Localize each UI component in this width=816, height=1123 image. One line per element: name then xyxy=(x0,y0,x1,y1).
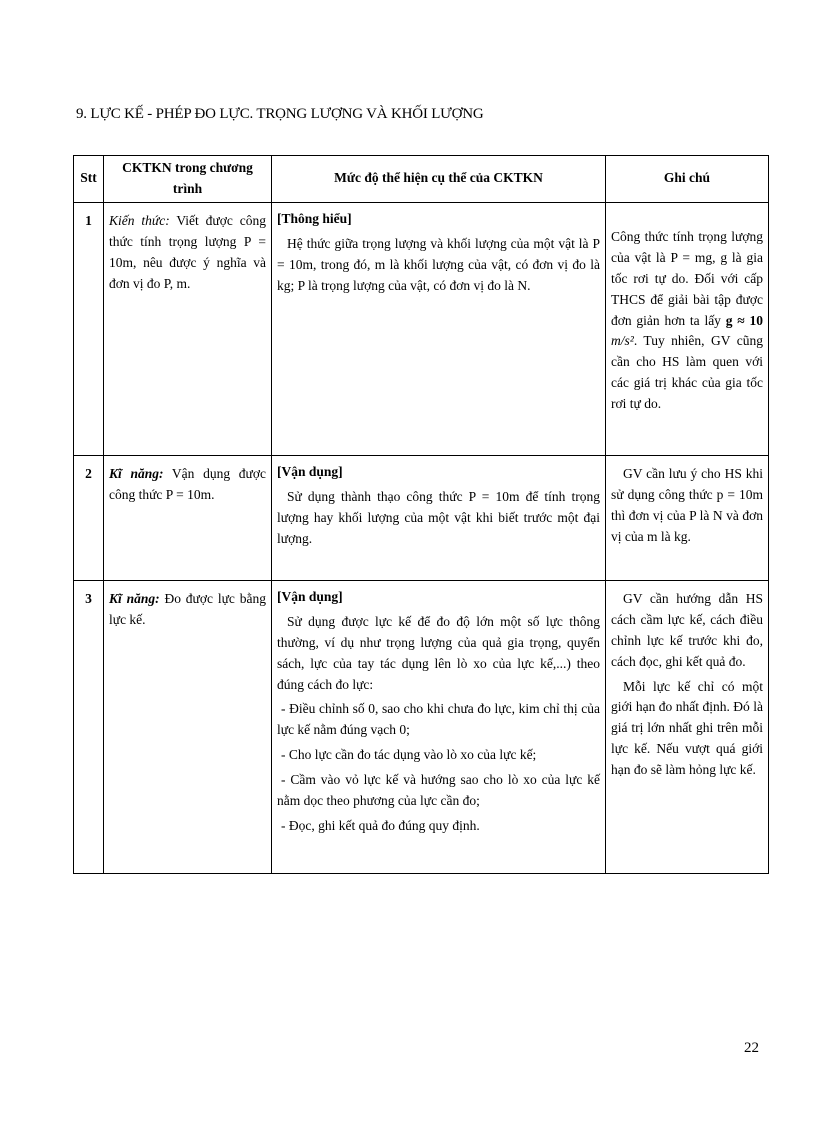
table-row xyxy=(74,455,769,580)
level-bullet: - Đọc, ghi kết quả đo đúng quy định. xyxy=(281,818,480,834)
cktkn-table xyxy=(73,155,769,874)
level-bullet: - Cầm vào vỏ lực kế và hướng sao cho lò xo của lực kế nằm dọc theo phương của lực cần đo; xyxy=(277,772,600,809)
row-kind: Kiến thức: xyxy=(109,212,170,228)
table-header-row xyxy=(74,156,769,203)
level-detail: Hệ thức giữa trọng lượng và khối lượng của một vật là P = 10m, trong đó, m là khối lượng của vật, có đơn vị đo là kg; P là trọng lượng của vật, có đơn vị đo là N. xyxy=(277,235,600,293)
row-ckt xyxy=(104,580,272,873)
row-stt: 2 xyxy=(74,455,104,580)
row-note xyxy=(606,455,769,580)
header-ckt: CKTKN trong chương trình xyxy=(104,156,272,203)
row-note xyxy=(606,580,769,873)
level-tag: [Vận dụng] xyxy=(277,588,343,604)
level-tag: [Thông hiểu] xyxy=(277,210,352,226)
row-ckt xyxy=(104,202,272,455)
row-ckt xyxy=(104,455,272,580)
section-title: 9. LỰC KẾ - PHÉP ĐO LỰC. TRỌNG LƯỢNG VÀ KHỐI LƯỢNG xyxy=(76,106,484,122)
header-level: Mức độ thể hiện cụ thể của CKTKN xyxy=(272,156,606,203)
header-stt: Stt xyxy=(74,156,104,203)
row-note xyxy=(606,202,769,455)
level-tag: [Vận dụng] xyxy=(277,463,343,479)
header-note: Ghi chú xyxy=(606,156,769,203)
row-ckt-content: Viết được công thức tính trọng lượng P = 10m, nêu được ý nghĩa và đơn vị đo P, m. xyxy=(109,212,266,291)
note-text: GV cần hướng dẫn HS cách cầm lực kế, cách điều chỉnh lực kế trước khi đo, cách đọc, ghi kết quả đo. xyxy=(611,590,763,669)
row-level xyxy=(272,202,606,455)
level-detail: Sử dụng thành thạo công thức P = 10m để tính trọng lượng hay khối lượng của một vật khi biết trước một đại lượng. xyxy=(277,488,600,546)
note-unit: m/s² xyxy=(611,333,634,349)
note-text-2: . Tuy nhiên, GV cũng cần cho HS làm quen với các giá trị khác của gia tốc rơi tự do. xyxy=(611,333,763,412)
note-formula: g ≈ 10 xyxy=(725,312,763,328)
row-ckt-content: Đo được lực bằng lực kế. xyxy=(109,590,266,627)
table-row xyxy=(74,580,769,873)
row-level xyxy=(272,580,606,873)
note-text: Mỗi lực kế chỉ có một giới hạn đo nhất định. Đó là giá trị lớn nhất ghi trên mỗi lực kế. Nếu vượt quá giới hạn đo sẽ làm hỏng lực kế. xyxy=(611,678,763,778)
level-bullet: - Cho lực cần đo tác dụng vào lò xo của lực kế; xyxy=(281,747,537,763)
note-text: Công thức tính trọng lượng của vật là P = mg, g là gia tốc rơi tự do. Đối với cấp THCS để giải bài tập được đơn giản hơn ta lấy xyxy=(611,228,763,328)
row-stt: 3 xyxy=(74,580,104,873)
level-detail: Sử dụng được lực kế để đo độ lớn một số lực thông thường, ví dụ như trọng lượng của quả gia trọng, quyển sách, lực của tay tác dụng lên lò xo của lực kế,...) theo đúng cách đo lực: xyxy=(277,613,600,692)
row-kind: Kĩ năng: xyxy=(109,465,164,481)
note-text: GV cần lưu ý cho HS khi sử dụng công thức p = 10m thì đơn vị của P là N và đơn vị của m là kg. xyxy=(611,465,763,544)
row-kind: Kĩ năng: xyxy=(109,590,160,606)
table-row xyxy=(74,202,769,455)
page-number: 22 xyxy=(744,1040,759,1056)
row-stt: 1 xyxy=(74,202,104,455)
row-level xyxy=(272,455,606,580)
row-ckt-content: Vận dụng được công thức P = 10m. xyxy=(109,465,266,502)
level-bullet: - Điều chỉnh số 0, sao cho khi chưa đo lực, kim chỉ thị của lực kế nằm đúng vạch 0; xyxy=(277,701,600,738)
